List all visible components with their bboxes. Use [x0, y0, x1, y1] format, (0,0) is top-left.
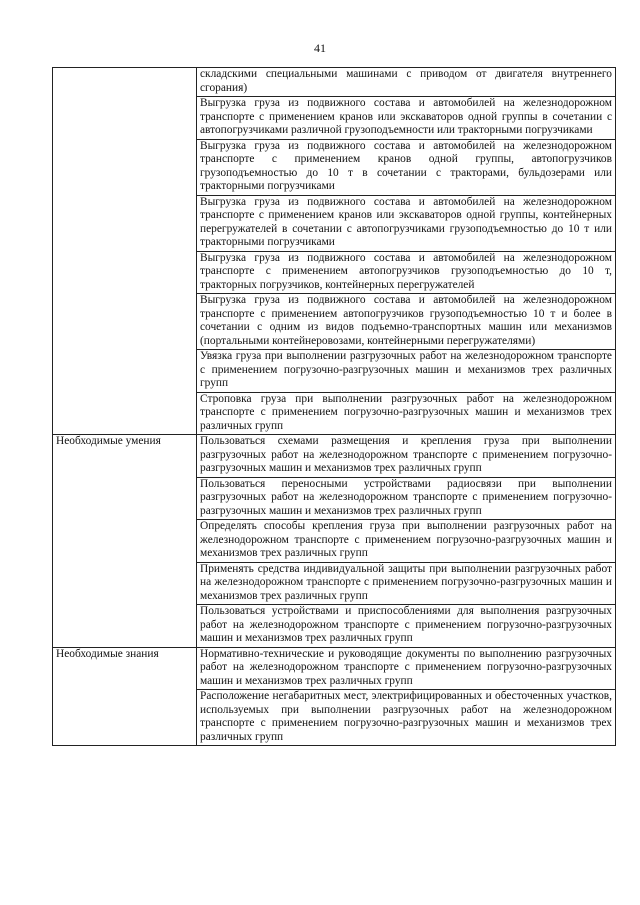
table-cell: Выгрузка груза из подвижного состава и автомобилей на железнодорожном транспорте с применением автопогрузчиков грузоподъемностью до 10 т, тракторных погрузчиков, контейнерных перегружателей [197, 251, 616, 294]
table-cell: Строповка груза при выполнении разгрузочных работ на железнодорожном транспорте с применением погрузочно-разгрузочных машин и механизмов трех различных групп [197, 392, 616, 435]
table-cell: Пользоваться переносными устройствами радиосвязи при выполнении разгрузочных работ на железнодорожном транспорте с применением погрузочно-разгрузочных машин и механизмов трех различных групп [197, 477, 616, 520]
requirements-table [52, 67, 616, 746]
table-cell: Выгрузка груза из подвижного состава и автомобилей на железнодорожном транспорте с применением кранов одной группы, автопогрузчиков грузоподъемностью до 10 т в сочетании с тракторами, бульдозерами или тракторными погрузчиками [197, 139, 616, 195]
table-cell: Определять способы крепления груза при выполнении разгрузочных работ на железнодорожном транспорте с применением погрузочно-разгрузочных машин и механизмов трех различных групп [197, 520, 616, 563]
continued-label-cell [53, 68, 197, 435]
table-row [53, 647, 616, 690]
table-cell: Выгрузка груза из подвижного состава и автомобилей на железнодорожном транспорте с применением кранов или экскаваторов одной группы, контейнерных перегружателей в сочетании с автопогрузчиками грузоподъемностью до 10 т или тракторными погрузчиками [197, 195, 616, 251]
table-cell: Нормативно-технические и руководящие документы по выполнению разгрузочных работ на железнодорожном транспорте с применением погрузочно-разгрузочных машин и механизмов трех различных групп [197, 647, 616, 690]
table-cell: Применять средства индивидуальной защиты при выполнении разгрузочных работ на железнодорожном транспорте с применением погрузочно-разгрузочных машин и механизмов трех различных групп [197, 562, 616, 605]
page-number: 41 [314, 41, 326, 55]
table-cell: Выгрузка груза из подвижного состава и автомобилей на железнодорожном транспорте с применением кранов или экскаваторов одной группы в сочетании с автопогрузчиками различной грузоподъемности или тракторными погрузчиками [197, 97, 616, 140]
knowledge-label: Необходимые знания [53, 647, 197, 746]
table-cell: Выгрузка груза из подвижного состава и автомобилей на железнодорожном транспорте с применением автопогрузчиков грузоподъемностью 10 т и более в сочетании с одним из видов подъемно-транспортных машин или механизмов (портальными контейнеровозами, контейнерными перегружателями) [197, 294, 616, 350]
table-row [53, 68, 616, 97]
table-cell: Пользоваться устройствами и приспособлениями для выполнения разгрузочных работ на железнодорожном транспорте с применением погрузочно-разгрузочных машин и механизмов трех различных групп [197, 605, 616, 648]
skills-label: Необходимые умения [53, 435, 197, 648]
table-cell: Расположение негабаритных мест, электрифицированных и обесточенных участков, используемых при выполнении разгрузочных работ на железнодорожном транспорте с применением погрузочно-разгрузочных машин и механизмов трех различных групп [197, 690, 616, 746]
table-row [53, 435, 616, 478]
table-cell: Увязка груза при выполнении разгрузочных работ на железнодорожном транспорте с применением погрузочно-разгрузочных машин и механизмов трех различных групп [197, 350, 616, 393]
table-cell: складскими специальными машинами с приводом от двигателя внутреннего сгорания) [197, 68, 616, 97]
table-cell: Пользоваться схемами размещения и крепления груза при выполнении разгрузочных работ на железнодорожном транспорте с применением погрузочно-разгрузочных машин и механизмов трех различных групп [197, 435, 616, 478]
